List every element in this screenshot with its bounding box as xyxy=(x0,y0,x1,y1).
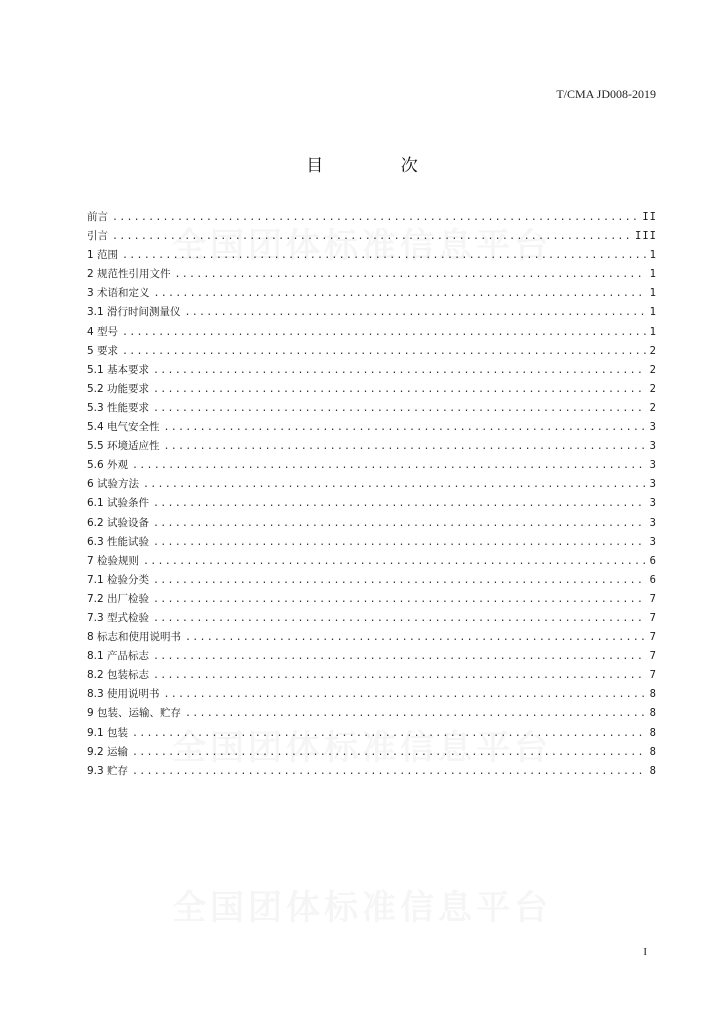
toc-entry-page: 3 xyxy=(649,478,657,491)
toc-entry[interactable] xyxy=(87,743,657,762)
toc-leader-dots xyxy=(164,437,646,456)
toc-entry[interactable] xyxy=(87,456,657,475)
toc-entry[interactable] xyxy=(87,590,657,609)
toc-entry-label: 5 要求 xyxy=(87,344,119,357)
toc-entry-page: II xyxy=(642,211,657,223)
toc-leader-dots xyxy=(153,609,646,628)
toc-entry[interactable] xyxy=(87,724,657,743)
toc-entry-label: 7.2 出厂检验 xyxy=(87,592,150,605)
toc-entry-page: 3 xyxy=(649,421,657,434)
toc-entry-label: 3.1 滑行时间测量仪 xyxy=(87,306,181,319)
watermark: 全国团体标准信息平台 xyxy=(172,728,552,768)
toc-leader-dots xyxy=(132,456,646,475)
toc-entry-label: 5.1 基本要求 xyxy=(87,363,150,376)
toc-leader-dots xyxy=(132,724,646,743)
toc-entry[interactable] xyxy=(87,399,657,418)
toc-entry[interactable] xyxy=(87,628,657,647)
toc-entry[interactable] xyxy=(87,227,657,246)
toc-entry-label: 6 试验方法 xyxy=(87,478,140,491)
toc-entry[interactable] xyxy=(87,494,657,513)
toc-entry-label: 4 型号 xyxy=(87,325,119,338)
toc-entry-page: 8 xyxy=(649,764,657,777)
toc-title: 目 次 xyxy=(306,156,454,176)
toc-entry-page: 2 xyxy=(649,344,657,357)
toc-leader-dots xyxy=(132,743,646,762)
toc-entry-page: 3 xyxy=(649,440,657,453)
toc-leader-dots xyxy=(153,380,646,399)
toc-entry-label: 引言 xyxy=(87,230,108,243)
toc-entry-page: 7 xyxy=(649,611,657,624)
toc-leader-dots xyxy=(143,475,646,494)
toc-leader-dots xyxy=(153,361,646,380)
page-number: I xyxy=(643,946,647,958)
toc-entry-page: 7 xyxy=(649,650,657,663)
toc-entry[interactable] xyxy=(87,533,657,552)
toc-entry-page: 1 xyxy=(649,306,657,319)
toc-entry-label: 3 术语和定义 xyxy=(87,287,150,300)
toc-leader-dots xyxy=(185,628,646,647)
toc-entry[interactable] xyxy=(87,246,657,265)
toc-entry[interactable] xyxy=(87,475,657,494)
toc-entry[interactable] xyxy=(87,284,657,303)
toc-entry-label: 1 范围 xyxy=(87,249,119,262)
toc-list xyxy=(87,208,657,781)
toc-leader-dots xyxy=(153,514,646,533)
toc-leader-dots xyxy=(153,647,646,666)
watermark: 全国团体标准信息平台 xyxy=(172,888,552,928)
toc-entry-page: 6 xyxy=(649,573,657,586)
toc-entry-page: 2 xyxy=(649,401,657,414)
toc-entry-page: 3 xyxy=(649,497,657,510)
toc-entry[interactable] xyxy=(87,303,657,322)
toc-leader-dots xyxy=(112,227,631,246)
toc-entry-label: 8.1 产品标志 xyxy=(87,650,150,663)
toc-leader-dots xyxy=(164,685,646,704)
toc-entry-page: 8 xyxy=(649,745,657,758)
watermark: 全国团体标准信息平台 xyxy=(172,226,552,266)
toc-entry[interactable] xyxy=(87,704,657,723)
toc-entry-page: 1 xyxy=(649,325,657,338)
toc-entry-label: 5.5 环境适应性 xyxy=(87,440,160,453)
toc-entry-page: 1 xyxy=(649,287,657,300)
toc-entry-label: 2 规范性引用文件 xyxy=(87,268,171,281)
toc-entry-page: 2 xyxy=(649,382,657,395)
toc-entry[interactable] xyxy=(87,380,657,399)
toc-leader-dots xyxy=(185,303,646,322)
toc-leader-dots xyxy=(175,265,646,284)
toc-entry[interactable] xyxy=(87,762,657,781)
toc-entry-label: 8.3 使用说明书 xyxy=(87,688,160,701)
toc-entry[interactable] xyxy=(87,647,657,666)
toc-entry-page: 3 xyxy=(649,459,657,472)
toc-entry[interactable] xyxy=(87,418,657,437)
toc-entry[interactable] xyxy=(87,323,657,342)
toc-entry-label: 9 包装、运输、贮存 xyxy=(87,707,182,720)
toc-entry-label: 前言 xyxy=(87,211,108,223)
toc-leader-dots xyxy=(112,208,638,227)
toc-entry-page: 3 xyxy=(649,535,657,548)
toc-leader-dots xyxy=(153,571,646,590)
toc-entry-label: 6.1 试验条件 xyxy=(87,497,150,510)
toc-leader-dots xyxy=(122,246,646,265)
toc-leader-dots xyxy=(153,494,646,513)
toc-entry[interactable] xyxy=(87,265,657,284)
toc-entry-page: 3 xyxy=(649,516,657,529)
document-code: T/CMA JD008-2019 xyxy=(556,87,656,101)
toc-entry[interactable] xyxy=(87,666,657,685)
toc-entry-label: 6.3 性能试验 xyxy=(87,535,150,548)
toc-entry-page: 1 xyxy=(649,249,657,262)
toc-entry-page: 8 xyxy=(649,726,657,739)
toc-entry-page: 8 xyxy=(649,688,657,701)
toc-entry[interactable] xyxy=(87,552,657,571)
toc-leader-dots xyxy=(153,399,646,418)
toc-leader-dots xyxy=(143,552,646,571)
toc-entry[interactable] xyxy=(87,609,657,628)
toc-entry[interactable] xyxy=(87,208,657,227)
toc-entry-label: 7.1 检验分类 xyxy=(87,573,150,586)
toc-entry-label: 5.2 功能要求 xyxy=(87,382,150,395)
toc-entry-page: 6 xyxy=(649,554,657,567)
toc-leader-dots xyxy=(153,666,646,685)
toc-entry-label: 5.6 外观 xyxy=(87,459,129,472)
toc-entry-label: 5.4 电气安全性 xyxy=(87,421,160,434)
toc-entry-label: 5.3 性能要求 xyxy=(87,401,150,414)
toc-entry[interactable] xyxy=(87,571,657,590)
toc-entry-label: 9.1 包装 xyxy=(87,726,129,739)
toc-leader-dots xyxy=(164,418,646,437)
toc-entry-label: 7 检验规则 xyxy=(87,554,140,567)
toc-entry-label: 9.2 运输 xyxy=(87,745,129,758)
toc-leader-dots xyxy=(132,762,646,781)
toc-entry[interactable] xyxy=(87,685,657,704)
toc-entry[interactable] xyxy=(87,514,657,533)
toc-leader-dots xyxy=(185,704,646,723)
toc-leader-dots xyxy=(154,284,646,303)
toc-entry[interactable] xyxy=(87,361,657,380)
toc-entry[interactable] xyxy=(87,437,657,456)
toc-entry-page: 8 xyxy=(649,707,657,720)
toc-entry-page: 1 xyxy=(649,268,657,281)
toc-entry-label: 8 标志和使用说明书 xyxy=(87,631,182,644)
toc-entry-label: 6.2 试验设备 xyxy=(87,516,150,529)
toc-entry-page: 2 xyxy=(649,363,657,376)
toc-leader-dots xyxy=(122,342,646,361)
toc-leader-dots xyxy=(153,590,646,609)
toc-entry-page: 7 xyxy=(649,631,657,644)
toc-entry-label: 9.3 贮存 xyxy=(87,764,129,777)
toc-leader-dots xyxy=(122,323,646,342)
toc-entry[interactable] xyxy=(87,342,657,361)
toc-entry-label: 8.2 包装标志 xyxy=(87,669,150,682)
toc-entry-page: 7 xyxy=(649,669,657,682)
toc-entry-page: III xyxy=(635,230,657,243)
toc-leader-dots xyxy=(153,533,646,552)
toc-entry-label: 7.3 型式检验 xyxy=(87,611,150,624)
toc-entry-page: 7 xyxy=(649,592,657,605)
